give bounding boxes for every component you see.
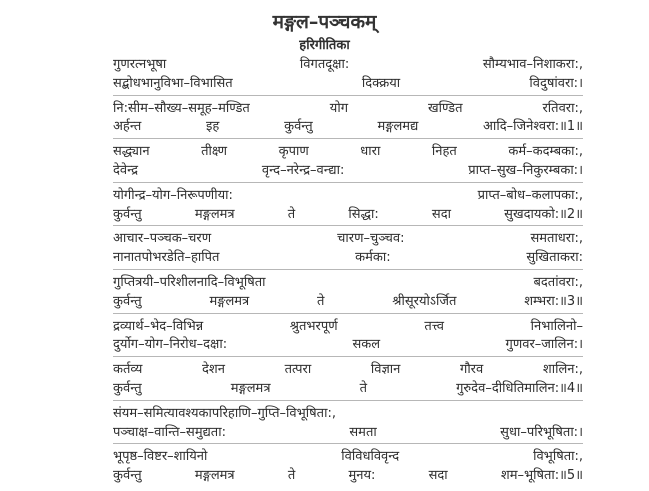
verse-line: देवेन्द्र वृन्द–नरेन्द्र–वन्द्या: प्राप्त–सुख–निकुरम्बका:। [113, 162, 583, 178]
verse-line: कुर्वन्तु मङ्गलमत्र ते गुरुदेव–दीधितिमालिन:॥4॥ [113, 380, 583, 396]
stanza [113, 448, 583, 487]
verse-line: अर्हन्त इह कुर्वन्तु मङ्गलमद्य आदि–जिनेश्वरा:॥1॥ [113, 119, 583, 135]
verse-line: नानातपोभरडेति–हापित कर्मका: सुखिताकरा: [113, 250, 583, 266]
stanza [113, 230, 583, 270]
verse-line: पञ्चाक्ष–वान्ति–समुद्यता: समता सुधा–परिभूषिता:। [113, 424, 583, 440]
stanza [113, 405, 583, 445]
verse-line: गुणरत्नभूषा विगतदूक्षा: सौम्यभाव–निशाकरा:, [113, 57, 583, 72]
stanza [113, 274, 583, 314]
verse-line: सद्ध्यान तीक्ष्ण कृपाण धारा निहत कर्म–कदम्बका:, [113, 144, 583, 160]
stanza [113, 100, 583, 140]
verse-line: संयम–समित्यावश्यकापरिहाणि–गुप्ति–विभूषिता:, [113, 405, 336, 421]
verse-line: कुर्वन्तु मङ्गलमत्र ते सिद्धा: सदा सुखदायको:॥2॥ [113, 206, 583, 222]
verse-line: आचार–पञ्चक–चरण चारण–चुञ्चव: समताधरा:, [113, 231, 583, 247]
verse-body [113, 56, 583, 491]
verse-line: सद्बोधभानुविभा–विभासित दिक्क्रया विदुषांवरा:। [113, 75, 583, 91]
verse-line: दुर्योग–योग–निरोध–दक्षा: सकल गुणवर–जालिन:। [113, 337, 583, 353]
stanza [113, 318, 583, 358]
verse-line: योगीन्द्र–योग–निरूपणीया: प्राप्त–बोध–कलापका:, [113, 187, 583, 203]
verse-line: भूपृष्ठ–विष्टर–शायिनो विविधविवृन्द विभूषिता:, [113, 449, 583, 465]
stanza [113, 361, 583, 401]
verse-line: कर्तव्य देशन तत्परा विज्ञान गौरव शालिन:, [113, 362, 583, 378]
stanza [113, 56, 583, 96]
verse-line: द्रव्यार्थ–भेद–विभिन्न श्रुतभरपूर्ण तत्त्व निभालिनो– [113, 318, 583, 334]
stanza [113, 187, 583, 227]
verse-line: गुप्तित्रयी–परिशीलनादि–विभूषिता बदतांवरा:, [113, 274, 583, 290]
stanza [113, 143, 583, 183]
verse-line: कुर्वन्तु मङ्गलमत्र ते मुनय: सदा शम–भूषिता:॥5॥ [113, 468, 583, 484]
meter-subtitle: हरिगीतिका [299, 38, 350, 53]
document-title: मङ्गल–पञ्चकम् [272, 11, 377, 33]
verse-line: कुर्वन्तु मङ्गलमत्र ते श्रीसूरयोऽर्जित शम्भरा:॥3॥ [113, 293, 583, 309]
verse-line: नि:सीम–सौख्य–समूह–मण्डित योग खण्डित रतिवरा:, [113, 100, 583, 116]
